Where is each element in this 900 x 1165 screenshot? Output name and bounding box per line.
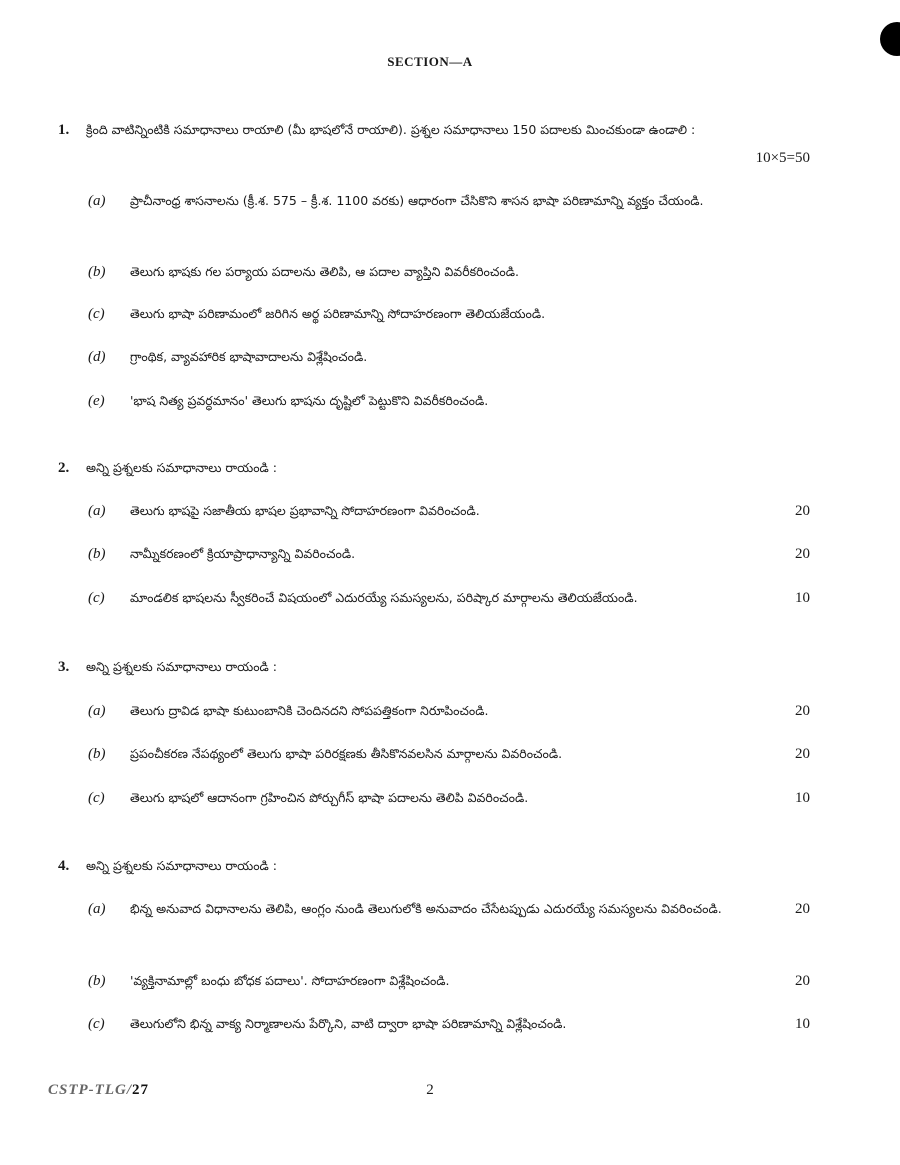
part-text: తెలుగు భాషా పరిణామంలో జరిగిన అర్థ పరిణామాన్ని సోదాహరణంగా తెలియజేయండి. <box>130 306 546 321</box>
scan-corner-mark <box>880 22 900 56</box>
question-number: 4. <box>58 858 70 874</box>
part-text: మాండలిక భాషలను స్వీకరించే విషయంలో ఎదురయ్యే సమస్యలను, పరిష్కార మార్గాలను తెలియజేయండి. <box>130 590 638 605</box>
question-number: 3. <box>58 659 70 675</box>
part-label: (b) <box>88 746 106 762</box>
question-1 <box>58 116 810 172</box>
question-number: 1. <box>58 122 70 138</box>
part-label: (b) <box>88 546 106 562</box>
question-1-part-e <box>88 387 810 415</box>
part-label: (b) <box>88 264 106 280</box>
question-3-part-b <box>88 740 810 768</box>
part-text: గ్రాంథిక, వ్యావహారిక భాషావాదాలను విశ్లేషించండి. <box>130 349 368 364</box>
part-marks: 20 <box>795 973 810 989</box>
page-number: 2 <box>426 1082 434 1098</box>
question-4-part-c <box>88 1010 810 1038</box>
question-text: క్రింది వాటిన్నింటికి సమాధానాలు రాయాలి (మీ భాషలోనే రాయాలి). ప్రశ్నల సమాధానాలు 150 పదాలకు మించకుండా ఉండాలి : <box>86 122 696 137</box>
part-marks: 20 <box>795 901 810 917</box>
part-label: (c) <box>88 1016 105 1032</box>
question-1-part-d <box>88 343 810 371</box>
question-3 <box>58 653 810 681</box>
part-text: తెలుగు ద్రావిడ భాషా కుటుంబానికి చెందినదని సోపపత్తికంగా నిరూపించండి. <box>130 703 489 718</box>
section-title: SECTION—A <box>387 54 473 69</box>
part-marks: 10 <box>795 1016 810 1032</box>
part-text: నామ్నీకరణంలో క్రియాప్రాధాన్యాన్ని వివరించండి. <box>130 546 356 561</box>
question-3-part-c <box>88 784 810 812</box>
part-text: భిన్న అనువాద విధానాలను తెలిపి, ఆంగ్లం నుండి తెలుగులోకి అనువాదం చేసేటప్పుడు ఎదురయ్యే సమస్యలను వివరించండి. <box>130 901 722 916</box>
part-marks: 10 <box>795 590 810 606</box>
part-label: (c) <box>88 306 105 322</box>
part-text: ప్రాచీనాంధ్ర శాసనాలను (క్రీ.శ. 575 – క్రీ.శ. 1100 వరకు) ఆధారంగా చేసికొని శాసన భాషా పరిణామాన్ని వ్యక్తం చేయండి. <box>130 193 704 208</box>
part-marks: 20 <box>795 546 810 562</box>
part-marks: 20 <box>795 503 810 519</box>
question-1-part-c <box>88 300 810 328</box>
part-marks: 20 <box>795 746 810 762</box>
question-2 <box>58 454 810 482</box>
part-label: (b) <box>88 973 106 989</box>
question-text: అన్ని ప్రశ్నలకు సమాధానాలు రాయండి : <box>86 659 277 674</box>
paper-code: CSTP-TLG/27 <box>48 1082 149 1098</box>
part-text: ప్రపంచీకరణ నేపథ్యంలో తెలుగు భాషా పరిరక్షణకు తీసికొనవలసిన మార్గాలను వివరించండి. <box>130 746 563 761</box>
part-marks: 20 <box>795 703 810 719</box>
part-label: (a) <box>88 703 106 719</box>
part-text: 'వ్యక్తినామాల్లో బంధు బోధక పదాలు'. సోదాహరణంగా విశ్లేషించండి. <box>130 973 450 988</box>
question-2-part-b <box>88 540 810 568</box>
part-label: (a) <box>88 503 106 519</box>
question-text: అన్ని ప్రశ్నలకు సమాధానాలు రాయండి : <box>86 858 277 873</box>
part-text: తెలుగు భాషపై సజాతీయ భాషల ప్రభావాన్ని సోదాహరణంగా వివరించండి. <box>130 503 480 518</box>
question-4-part-a <box>88 895 810 923</box>
question-2-part-c <box>88 584 810 612</box>
question-1-part-b <box>88 258 810 286</box>
part-text: తెలుగులోని భిన్న వాక్య నిర్మాణాలను పేర్కొని, వాటి ద్వారా భాషా పరిణామాన్ని విశ్లేషించండి. <box>130 1016 567 1031</box>
part-label: (a) <box>88 193 106 209</box>
question-4 <box>58 852 810 880</box>
question-2-part-a <box>88 497 810 525</box>
part-label: (e) <box>88 393 105 409</box>
part-label: (d) <box>88 349 106 365</box>
part-label: (a) <box>88 901 106 917</box>
question-3-part-a <box>88 697 810 725</box>
question-4-part-b <box>88 967 810 995</box>
part-label: (c) <box>88 790 105 806</box>
paper-code-number: 27 <box>132 1082 149 1098</box>
part-text: తెలుగు భాషలో ఆదానంగా గ్రహించిన పోర్చుగీస్ భాషా పదాలను తెలిపి వివరించండి. <box>130 790 529 805</box>
part-text: 'భాష నిత్య ప్రవర్ధమానం' తెలుగు భాషను దృష్టిలో పెట్టుకొని వివరీకరించండి. <box>130 393 489 408</box>
question-number: 2. <box>58 460 70 476</box>
question-text: అన్ని ప్రశ్నలకు సమాధానాలు రాయండి : <box>86 460 277 475</box>
paper-code-prefix: CSTP-TLG <box>48 1082 127 1098</box>
question-1-part-a <box>88 187 810 215</box>
question-marks: 10×5=50 <box>755 150 810 166</box>
part-label: (c) <box>88 590 105 606</box>
part-text: తెలుగు భాషకు గల పర్యాయ పదాలను తెలిపి, ఆ పదాల వ్యాప్తిని వివరీకరించండి. <box>130 264 519 279</box>
part-marks: 10 <box>795 790 810 806</box>
